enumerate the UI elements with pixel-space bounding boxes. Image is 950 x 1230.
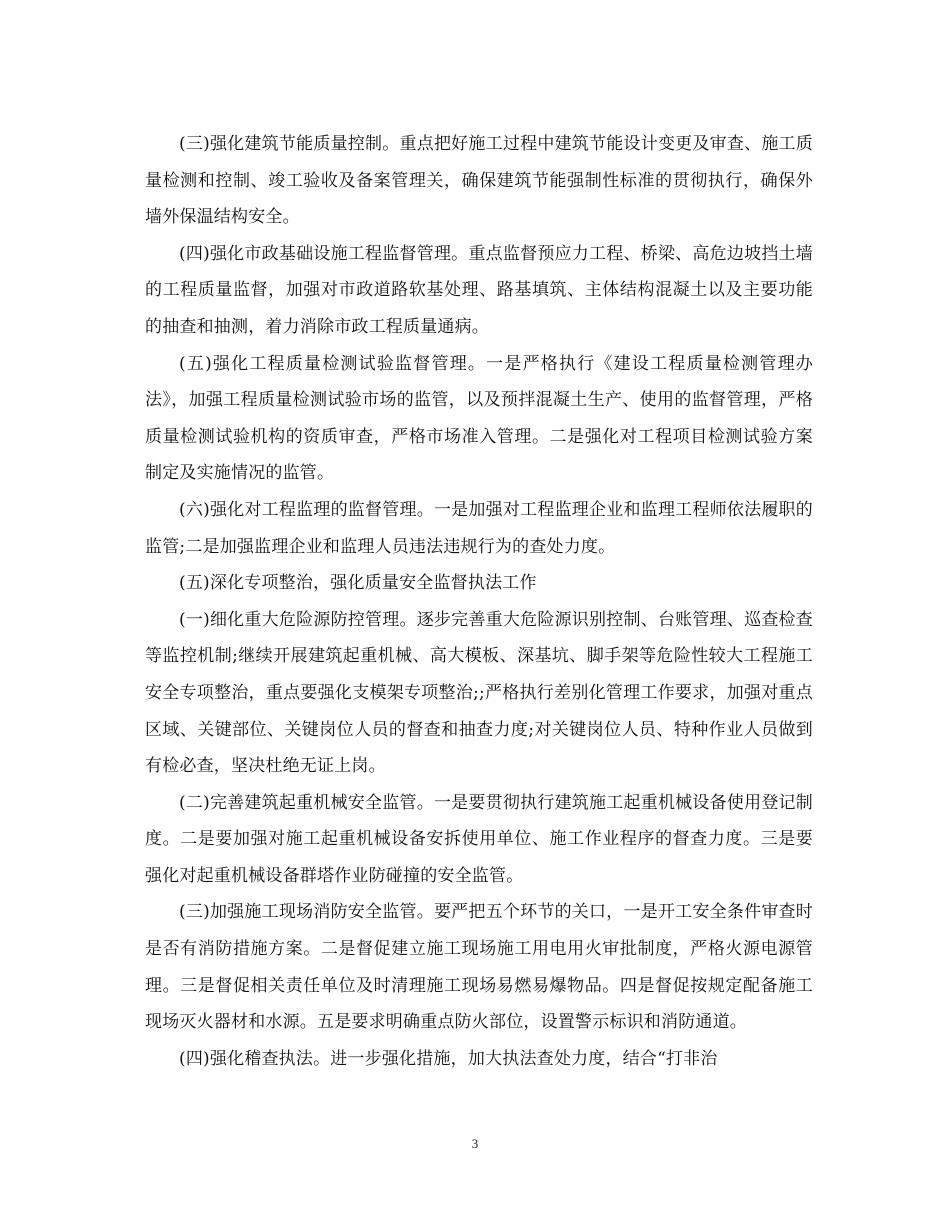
- document-body: [145, 126, 813, 1077]
- paragraph-municipal-supervision: (四)强化市政基础设施工程监督管理。重点监督预应力工程、桥梁、高危边坡挡土墙的工程质量监督，加强对市政道路软基处理、路基填筑、主体结构混凝土以及主要功能的抽查和抽测，着力消除市政工程质量通病。: [145, 243, 813, 337]
- paragraph-energy-quality: (三)强化建筑节能质量控制。重点把好施工过程中建筑节能设计变更及审查、施工质量检测和控制、竣工验收及备案管理关，确保建筑节能强制性标准的贯彻执行，确保外墙外保温结构安全。: [145, 134, 813, 228]
- paragraph-fire-safety: (三)加强施工现场消防安全监管。要严把五个环节的关口，一是开工安全条件审查时是否有消防措施方案。二是督促建立施工现场施工用电用火审批制度，严格火源电源管理。三是督促相关责任单位及时清理施工现场易燃易爆物品。四是督促按规定配备施工现场灭火器材和水源。五是要求明确重点防火部位，设置警示标识和消防通道。: [145, 902, 813, 1033]
- paragraph-hazard-control: (一)细化重大危险源防控管理。逐步完善重大危险源识别控制、台账管理、巡查检查等监控机制;继续开展建筑起重机械、高大模板、深基坑、脚手架等危险性较大工程施工安全专项整治，重点要强化支模架专项整治;;严格执行差别化管理工作要求，加强对重点区域、关键部位、关键岗位人员的督查和抽查力度;对关键岗位人员、特种作业人员做到有检必查，坚决杜绝无证上岗。: [145, 609, 813, 777]
- paragraph-inspection-enforcement: (四)强化稽查执法。进一步强化措施，加大执法查处力度，结合“打非治: [179, 1048, 718, 1069]
- paragraph-testing-supervision: (五)强化工程质量检测试验监督管理。一是严格执行《建设工程质量检测管理办法》，加强工程质量检测试验市场的监管，以及预拌混凝土生产、使用的监督管理，严格质量检测试验机构的资质审查，严格市场准入管理。二是强化对工程项目检测试验方案制定及实施情况的监管。: [145, 353, 813, 484]
- page-number: 3: [471, 1136, 479, 1151]
- section-heading-special-rectification: (五)深化专项整治，强化质量安全监督执法工作: [179, 573, 537, 594]
- paragraph-crane-safety: (二)完善建筑起重机械安全监管。一是要贯彻执行建筑施工起重机械设备使用登记制度。二是要加强对施工起重机械设备安拆使用单位、施工作业程序的督查力度。三是要强化对起重机械设备群塔作业防碰撞的安全监管。: [145, 792, 813, 886]
- paragraph-supervision-management: (六)强化对工程监理的监督管理。一是加强对工程监理企业和监理工程师依法履职的监管;二是加强监理企业和监理人员违法违规行为的查处力度。: [145, 499, 813, 557]
